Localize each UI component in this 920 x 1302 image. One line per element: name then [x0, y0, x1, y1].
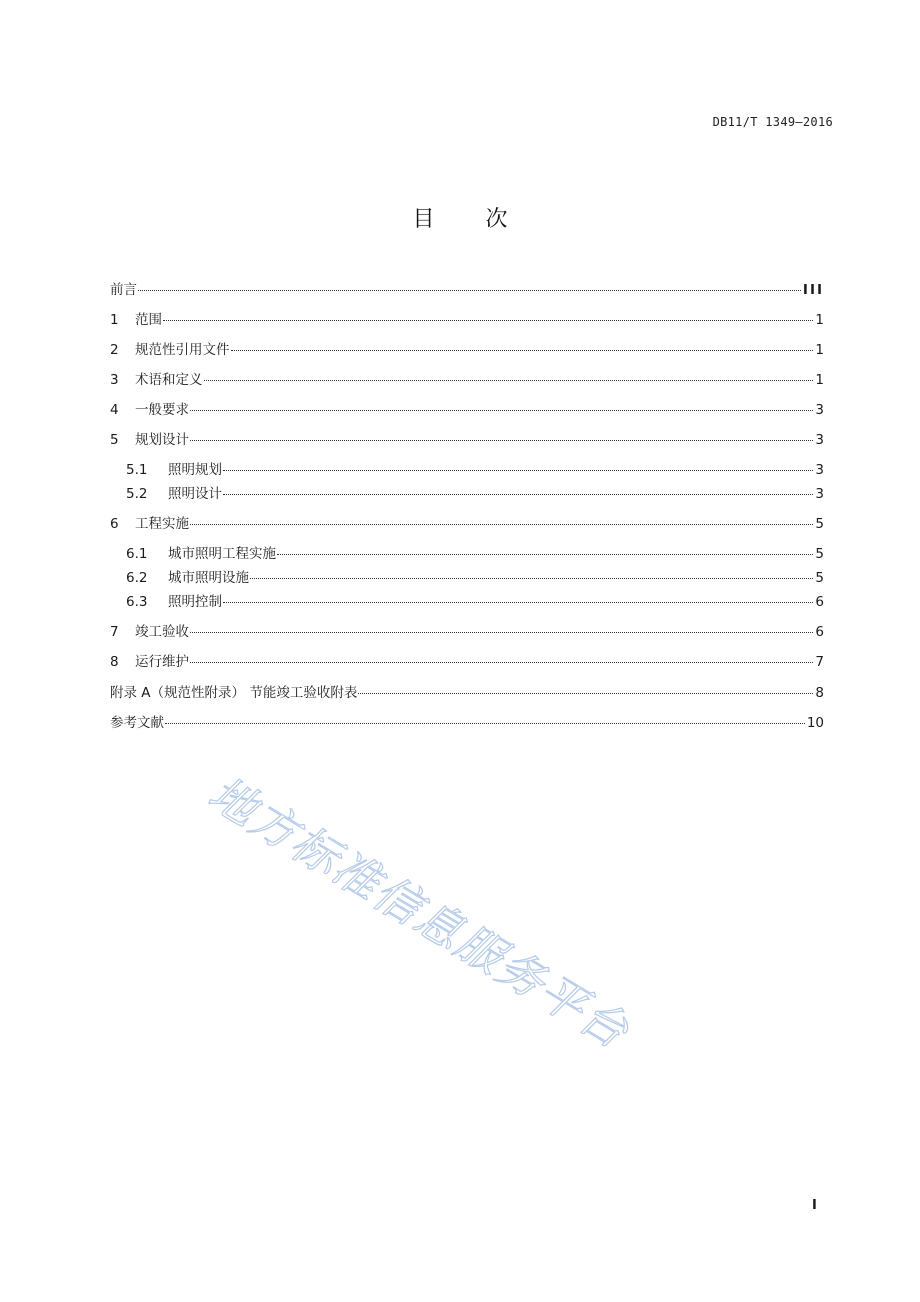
dot-leader: [190, 632, 813, 633]
toc-entry-label: 参考文献: [110, 715, 164, 731]
toc-entry-6-3[interactable]: [126, 593, 824, 611]
toc-entry-number: 1: [110, 312, 119, 328]
toc-entry-3[interactable]: [110, 371, 824, 389]
toc-entry-label: 运行维护: [135, 654, 189, 670]
toc-entry-5-1[interactable]: [126, 461, 824, 479]
toc-entry-number: 5.1: [126, 462, 148, 478]
watermark: 地方标准信息服务平台: [199, 765, 639, 1060]
toc-entry-6-2[interactable]: [126, 569, 824, 587]
toc-entry-label: 工程实施: [135, 516, 189, 532]
toc-entry-page: 6: [815, 594, 824, 610]
toc-entry-references[interactable]: [110, 714, 824, 732]
toc-entry-page: 3: [815, 432, 824, 448]
toc-entry-page: 7: [815, 654, 824, 670]
toc-entry-page: 5: [815, 516, 824, 532]
toc-entry-number: 6.2: [126, 570, 148, 586]
toc-entry-page: 10: [806, 715, 824, 731]
toc-entry-6[interactable]: [110, 515, 824, 533]
toc-entry-label: 照明设计: [168, 486, 222, 502]
toc-entry-number: 6.3: [126, 594, 148, 610]
toc-entry-6-1[interactable]: [126, 545, 824, 563]
dot-leader: [190, 410, 813, 411]
dot-leader: [204, 380, 814, 381]
dot-leader: [223, 470, 813, 471]
dot-leader: [231, 350, 814, 351]
toc-entry-page: 3: [815, 402, 824, 418]
toc-entry-page: 1: [815, 372, 824, 388]
dot-leader: [165, 723, 805, 724]
toc-entry-1[interactable]: [110, 311, 824, 329]
page-number: I: [812, 1198, 817, 1213]
dot-leader: [223, 494, 813, 495]
toc-entry-label: 城市照明工程实施: [168, 546, 276, 562]
toc-entry-page: 8: [815, 685, 824, 701]
dot-leader: [138, 290, 801, 291]
toc-entry-label: 规划设计: [135, 432, 189, 448]
toc-entry-number: 7: [110, 624, 119, 640]
toc-entry-page: III: [802, 282, 824, 298]
toc-entry-label: 竣工验收: [135, 624, 189, 640]
toc-entry-page: 5: [815, 570, 824, 586]
standard-code: DB11/T 1349—2016: [712, 115, 833, 129]
toc-entry-page: 3: [815, 462, 824, 478]
toc-entry-label: 前言: [110, 282, 137, 298]
toc-entry-label: 范围: [135, 312, 162, 328]
toc-entry-8[interactable]: [110, 653, 824, 671]
toc-entry-foreword[interactable]: [110, 281, 824, 299]
toc-entry-number: 6.1: [126, 546, 148, 562]
toc-entry-page: 3: [815, 486, 824, 502]
toc-entry-number: 6: [110, 516, 119, 532]
toc-entry-label: 照明规划: [168, 462, 222, 478]
toc-entry-appendix-a[interactable]: [110, 684, 824, 702]
toc-entry-7[interactable]: [110, 623, 824, 641]
toc-entry-number: 5.2: [126, 486, 148, 502]
dot-leader: [223, 602, 813, 603]
toc-entry-number: 2: [110, 342, 119, 358]
dot-leader: [163, 320, 813, 321]
dot-leader: [358, 693, 813, 694]
toc-entry-number: 8: [110, 654, 119, 670]
toc-entry-2[interactable]: [110, 341, 824, 359]
toc-entry-label: 城市照明设施: [168, 570, 249, 586]
toc-entry-label: 术语和定义: [135, 372, 203, 388]
toc-entry-4[interactable]: [110, 401, 824, 419]
dot-leader: [190, 524, 813, 525]
toc-entry-5[interactable]: [110, 431, 824, 449]
toc-entry-page: 1: [815, 312, 824, 328]
toc-entry-label: 照明控制: [168, 594, 222, 610]
toc-entry-number: 3: [110, 372, 119, 388]
toc-entry-number: 4: [110, 402, 119, 418]
toc-entry-page: 1: [815, 342, 824, 358]
toc-entry-page: 6: [815, 624, 824, 640]
toc-entry-number: 5: [110, 432, 119, 448]
toc-entry-label: 附录 A（规范性附录） 节能竣工验收附表: [110, 685, 358, 701]
dot-leader: [277, 554, 813, 555]
dot-leader: [190, 440, 813, 441]
toc-entry-5-2[interactable]: [126, 485, 824, 503]
dot-leader: [190, 662, 813, 663]
dot-leader: [250, 578, 813, 579]
toc-entry-label: 一般要求: [135, 402, 189, 418]
toc-entry-page: 5: [815, 546, 824, 562]
page-title: 目 次: [412, 207, 530, 232]
toc-entry-label: 规范性引用文件: [135, 342, 230, 358]
